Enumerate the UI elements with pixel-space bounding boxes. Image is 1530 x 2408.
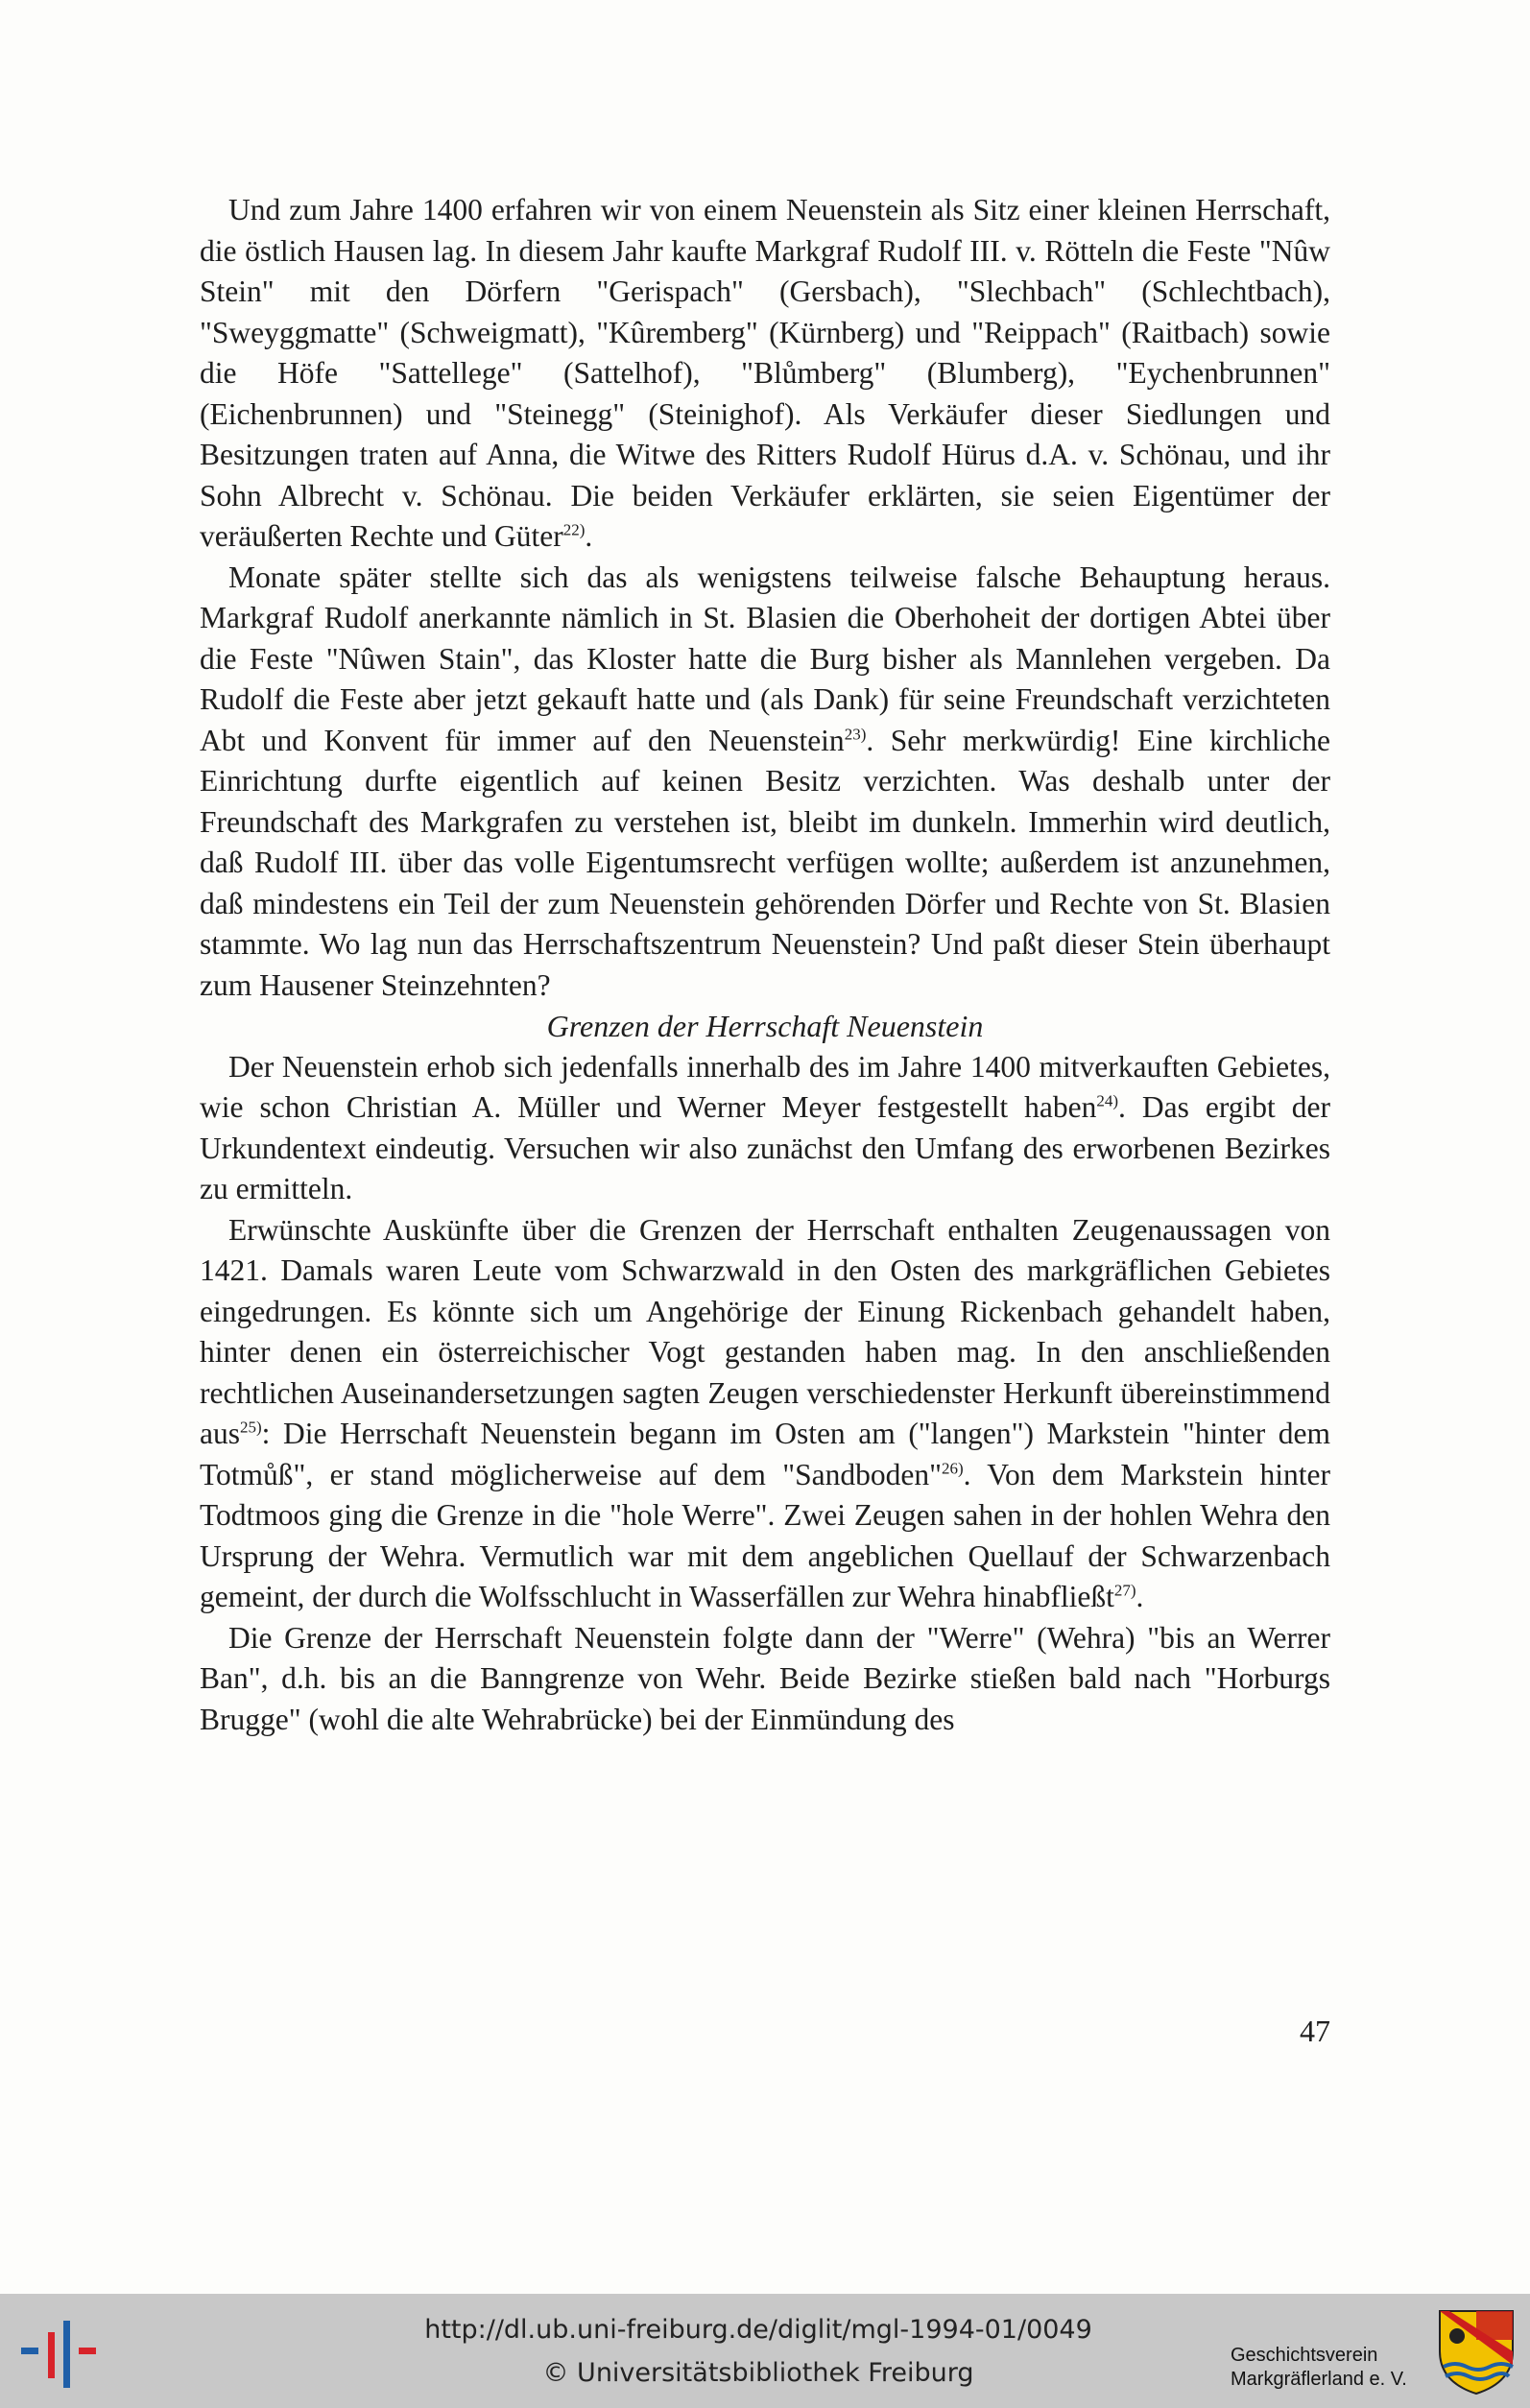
paragraph-5: Die Grenze der Herrschaft Neuenstein folgte dann der "Werre" (Wehra) "bis an Werrer Ban", d.h. bis an die Banngrenze von Wehr. Beide Bezirke stießen bald nach "Horburgs Brugge" (wohl die alte Wehrabrücke) bei der Einmündung des (200, 1620, 1330, 1736)
page-number: 47 (1300, 2014, 1330, 2048)
footnote-ref-22[interactable]: 22) (562, 520, 586, 539)
body-text (200, 190, 1330, 1740)
footnote-ref-26[interactable]: 26) (941, 1459, 964, 1477)
society-line-2: Markgräflerland e. V. (1231, 2369, 1407, 2390)
footnote-ref-25[interactable]: 25) (240, 1418, 262, 1437)
section-heading: Grenzen der Herrschaft Neuenstein (546, 1009, 984, 1043)
coat-of-arms-icon[interactable] (1436, 2307, 1517, 2396)
paragraph-1: Und zum Jahre 1400 erfahren wir von einem Neuenstein als Sitz einer kleinen Herrschaft, die östlich Hausen lag. In diesem Jahr kaufte Markgraf Rudolf III. v. Rötteln die Feste "Nûw Stein" mit den Dörfern "Gerispach" (Gersbach), "Slechbach" (Schlechtbach), "Sweyggmatte" (Schweigmatt), "Kûremberg" (Kürnberg) und "Reippach" (Raitbach) sowie die Höfe "Sattellege" (Sattelhof), "Blůmberg" (Blumberg), "Eychenbrunnen" (Eichenbrunnen) und "Steinegg" (Steinighof). Als Verkäufer dieser Siedlungen und Besitzungen traten auf Anna, die Witwe des Ritters Rudolf Hürus d.A. v. Schönau, und ihr Sohn Albrecht v. Schönau. Die beiden Verkäufer erklärten, sie seien Eigentümer der veräußerten Rechte und Güter$^{22)}$. (200, 193, 1330, 553)
footnote-ref-23[interactable]: 23) (844, 725, 867, 743)
paragraph-2: Monate später stellte sich das als wenigstens teilweise falsche Behauptung heraus. Markgraf Rudolf anerkannte nämlich in St. Blasien die Oberhoheit der dortigen Abtei über die Feste "Nûwen Stain", das Kloster hatte die Burg bisher als Mannlehen vergeben. Da Rudolf die Feste aber jetzt gekauft hatte und (als Dank) für seine Freundschaft verzichteten Abt und Konvent für immer auf den Neuenstein$^{23)}$. Sehr merkwürdig! Eine kirchliche Einrichtung durfte eigentlich auf keinen Besitz verzichten. Was deshalb unter der Freundschaft des Markgrafen zu verstehen ist, bleibt im dunkeln. Immerhin wird deutlich, daß Rudolf III. über das volle Eigentumsrecht verfügen wollte; außerdem ist anzunehmen, daß mindestens ein Teil der zum Neuenstein gehörenden Dörfer und Rechte von St. Blasien stammte. Wo lag nun das Herrschaftszentrum Neuenstein? Und paßt dieser Stein überhaupt zum Hausener Steinzehnten? (200, 560, 1330, 1002)
paragraph-4: Erwünschte Auskünfte über die Grenzen der Herrschaft enthalten Zeugenaussagen von 1421. Damals waren Leute vom Schwarzwald in den Osten des markgräflichen Gebietes eingedrungen. Es könnte sich um Angehörige der Einung Rickenbach gehandelt haben, hinter denen ein österreichischer Vogt gestanden haben mag. In den anschließenden rechtlichen Auseinandersetzungen sagten Zeugen verschiedenster Herkunft übereinstimmend aus$^{25)}$: Die Herrschaft Neuenstein begann im Osten am ("langen") Markstein "hinter dem Totmůß", er stand möglicherweise auf dem "Sandboden"$^{26)}$. Von dem Markstein hinter Todtmoos ging die Grenze in die "hole Werre". Zwei Zeugen sahen in der hohlen Wehra den Ursprung der Wehra. Vermutlich war mit dem angeblichen Quellauf der Schwarzenbach gemeint, der durch die Wolfsschlucht in Wasserfällen zur Wehra hinabfließt$^{27)}$. (200, 1212, 1330, 1613)
society-name (1231, 2344, 1422, 2392)
footer-bar (0, 2294, 1530, 2408)
society-line-1: Geschichtsverein (1231, 2345, 1378, 2366)
footnote-ref-24[interactable]: 24) (1096, 1091, 1119, 1110)
copyright-text: © Universitätsbibliothek Freiburg (542, 2358, 974, 2388)
source-url-link[interactable]: http://dl.ub.uni-freiburg.de/diglit/mgl-1994-01/0049 (424, 2315, 1092, 2345)
ub-freiburg-logo-icon[interactable] (19, 2313, 100, 2394)
footnote-ref-27[interactable]: 27) (1113, 1581, 1136, 1600)
paragraph-3: Der Neuenstein erhob sich jedenfalls innerhalb des im Jahre 1400 mitverkauften Gebietes, wie schon Christian A. Müller und Werner Meyer festgestellt haben$^{24)}$. Das ergibt der Urkundentext eindeutig. Versuchen wir also zunächst den Umfang des erworbenen Bezirkes zu ermitteln. (200, 1049, 1330, 1205)
